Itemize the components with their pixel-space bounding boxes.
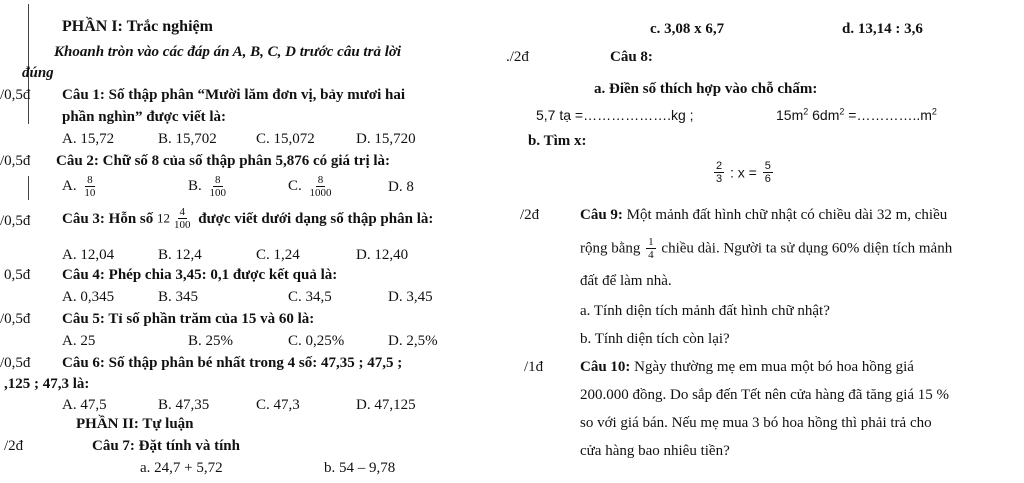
answer-c: C. 47,3 xyxy=(256,397,300,413)
question-1: phần nghìn” được viết là: xyxy=(62,109,227,125)
answer-a: A. 15,72 xyxy=(62,131,115,147)
question-10: Câu 10: Ngày thường mẹ em mua một bó hoa hồng giá xyxy=(580,359,914,375)
score: /2đ xyxy=(4,438,24,454)
answer-d: D. 12,40 xyxy=(356,247,409,263)
question-9: đất để làm nhà. xyxy=(580,273,672,289)
question-1: Câu 1: Số thập phân “Mười lăm đơn vị, bảy mươi hai xyxy=(62,87,405,103)
question-6: Câu 6: Số thập phân bé nhất trong 4 số: 47,35 ; 47,5 ; xyxy=(62,355,403,371)
answer-b: B. $\frac{8}{100}$ xyxy=(188,174,227,199)
score: /0,5đ xyxy=(0,213,31,229)
score: /0,5đ xyxy=(0,87,31,103)
part1-title: PHẦN I: Trắc nghiệm xyxy=(62,18,213,35)
score: /0,5đ xyxy=(0,311,31,327)
question-4: Câu 4: Phép chia 3,45: 0,1 được kết quả là: xyxy=(62,267,338,283)
answer-d: D. 15,720 xyxy=(356,131,416,147)
question-8: Câu 8: xyxy=(610,49,653,65)
question-9: rộng bằng $\frac{1}{4}$ chiều dài. Người ta sử dụng 60% diện tích mảnh xyxy=(580,236,953,261)
question-5: Câu 5: Tỉ số phần trăm của 15 và 60 là: xyxy=(62,311,315,327)
question-9: Câu 9: Một mảnh đất hình chữ nhật có chiều dài 32 m, chiều xyxy=(580,207,948,223)
score: /1đ xyxy=(524,359,544,375)
answer-b: B. 15,702 xyxy=(158,131,217,147)
question-9-part-b: b. Tính diện tích còn lại? xyxy=(580,331,730,347)
question-10: cửa hàng bao nhiêu tiền? xyxy=(580,443,730,459)
instruction: Khoanh tròn vào các đáp án A, B, C, D trước câu trả lời xyxy=(54,44,402,60)
equation: $\frac{2}{3}$ : x = $\frac{5}{6}$ xyxy=(716,160,771,185)
answer-b: B. 47,35 xyxy=(158,397,210,413)
task-d: d. 13,14 : 3,6 xyxy=(842,21,923,37)
score: /0,5đ xyxy=(0,355,31,371)
answer-b: B. 12,4 xyxy=(158,247,202,263)
answer-c: C. 34,5 xyxy=(288,289,332,305)
score: /2đ xyxy=(520,207,540,223)
answer-c: C. $\frac{8}{1000}$ xyxy=(288,174,332,199)
question-2: Câu 2: Chữ số 8 của số thập phân 5,876 có giá trị là: xyxy=(56,153,391,169)
answer-d: D. 3,45 xyxy=(388,289,433,305)
answer-c: C. 1,24 xyxy=(256,247,300,263)
question-8-part-b: b. Tìm x: xyxy=(528,133,587,149)
answer-b: B. 345 xyxy=(158,289,199,305)
answer-a: A. 0,345 xyxy=(62,289,115,305)
answer-c: C. 0,25% xyxy=(288,333,345,349)
question-9-part-a: a. Tính diện tích mảnh đất hình chữ nhật? xyxy=(580,303,830,319)
answer-d: D. 2,5% xyxy=(388,333,438,349)
question-10: 200.000 đồng. Do sắp đến Tết nên cửa hàng đã tăng giá 15 % xyxy=(580,387,950,403)
answer-a: A. 12,04 xyxy=(62,247,115,263)
task-a: a. 24,7 + 5,72 xyxy=(140,460,223,476)
task-b: b. 54 – 9,78 xyxy=(324,460,396,476)
answer-b: B. 25% xyxy=(188,333,233,349)
question-3: Câu 3: Hỗn số 12 $\frac{4}{100}$ được viết dưới dạng số thập phân là: xyxy=(62,206,434,231)
task-c: c. 3,08 x 6,7 xyxy=(650,21,725,37)
margin-line xyxy=(28,176,29,200)
question-6: ,125 ; 47,3 là: xyxy=(4,376,90,392)
part2-title: PHẦN II: Tự luận xyxy=(76,416,194,432)
answer-a: A. $\frac{8}{10}$ xyxy=(62,174,96,199)
question-7: Câu 7: Đặt tính và tính xyxy=(92,438,240,454)
score: /0,5đ xyxy=(0,153,31,169)
answer-c: C. 15,072 xyxy=(256,131,315,147)
score: 0,5đ xyxy=(4,267,31,283)
instruction: đúng xyxy=(22,65,54,81)
answer-a: A. 25 xyxy=(62,333,96,349)
answer-a: A. 47,5 xyxy=(62,397,107,413)
question-8-part-a: a. Điền số thích hợp vào chỗ chấm: xyxy=(594,81,818,97)
answer-d: D. 8 xyxy=(388,179,414,195)
fill-in-2: $15m^2$ $6dm^2$ $=\dots\dots\dots\dots..m^2$ xyxy=(776,106,937,123)
score: ./2đ xyxy=(506,49,529,65)
fill-in-1: 5,7 tạ =……………….kg ; xyxy=(536,107,694,123)
question-10: so với giá bán. Nếu mẹ mua 3 bó hoa hồng thì phải trả cho xyxy=(580,415,932,431)
answer-d: D. 47,125 xyxy=(356,397,416,413)
